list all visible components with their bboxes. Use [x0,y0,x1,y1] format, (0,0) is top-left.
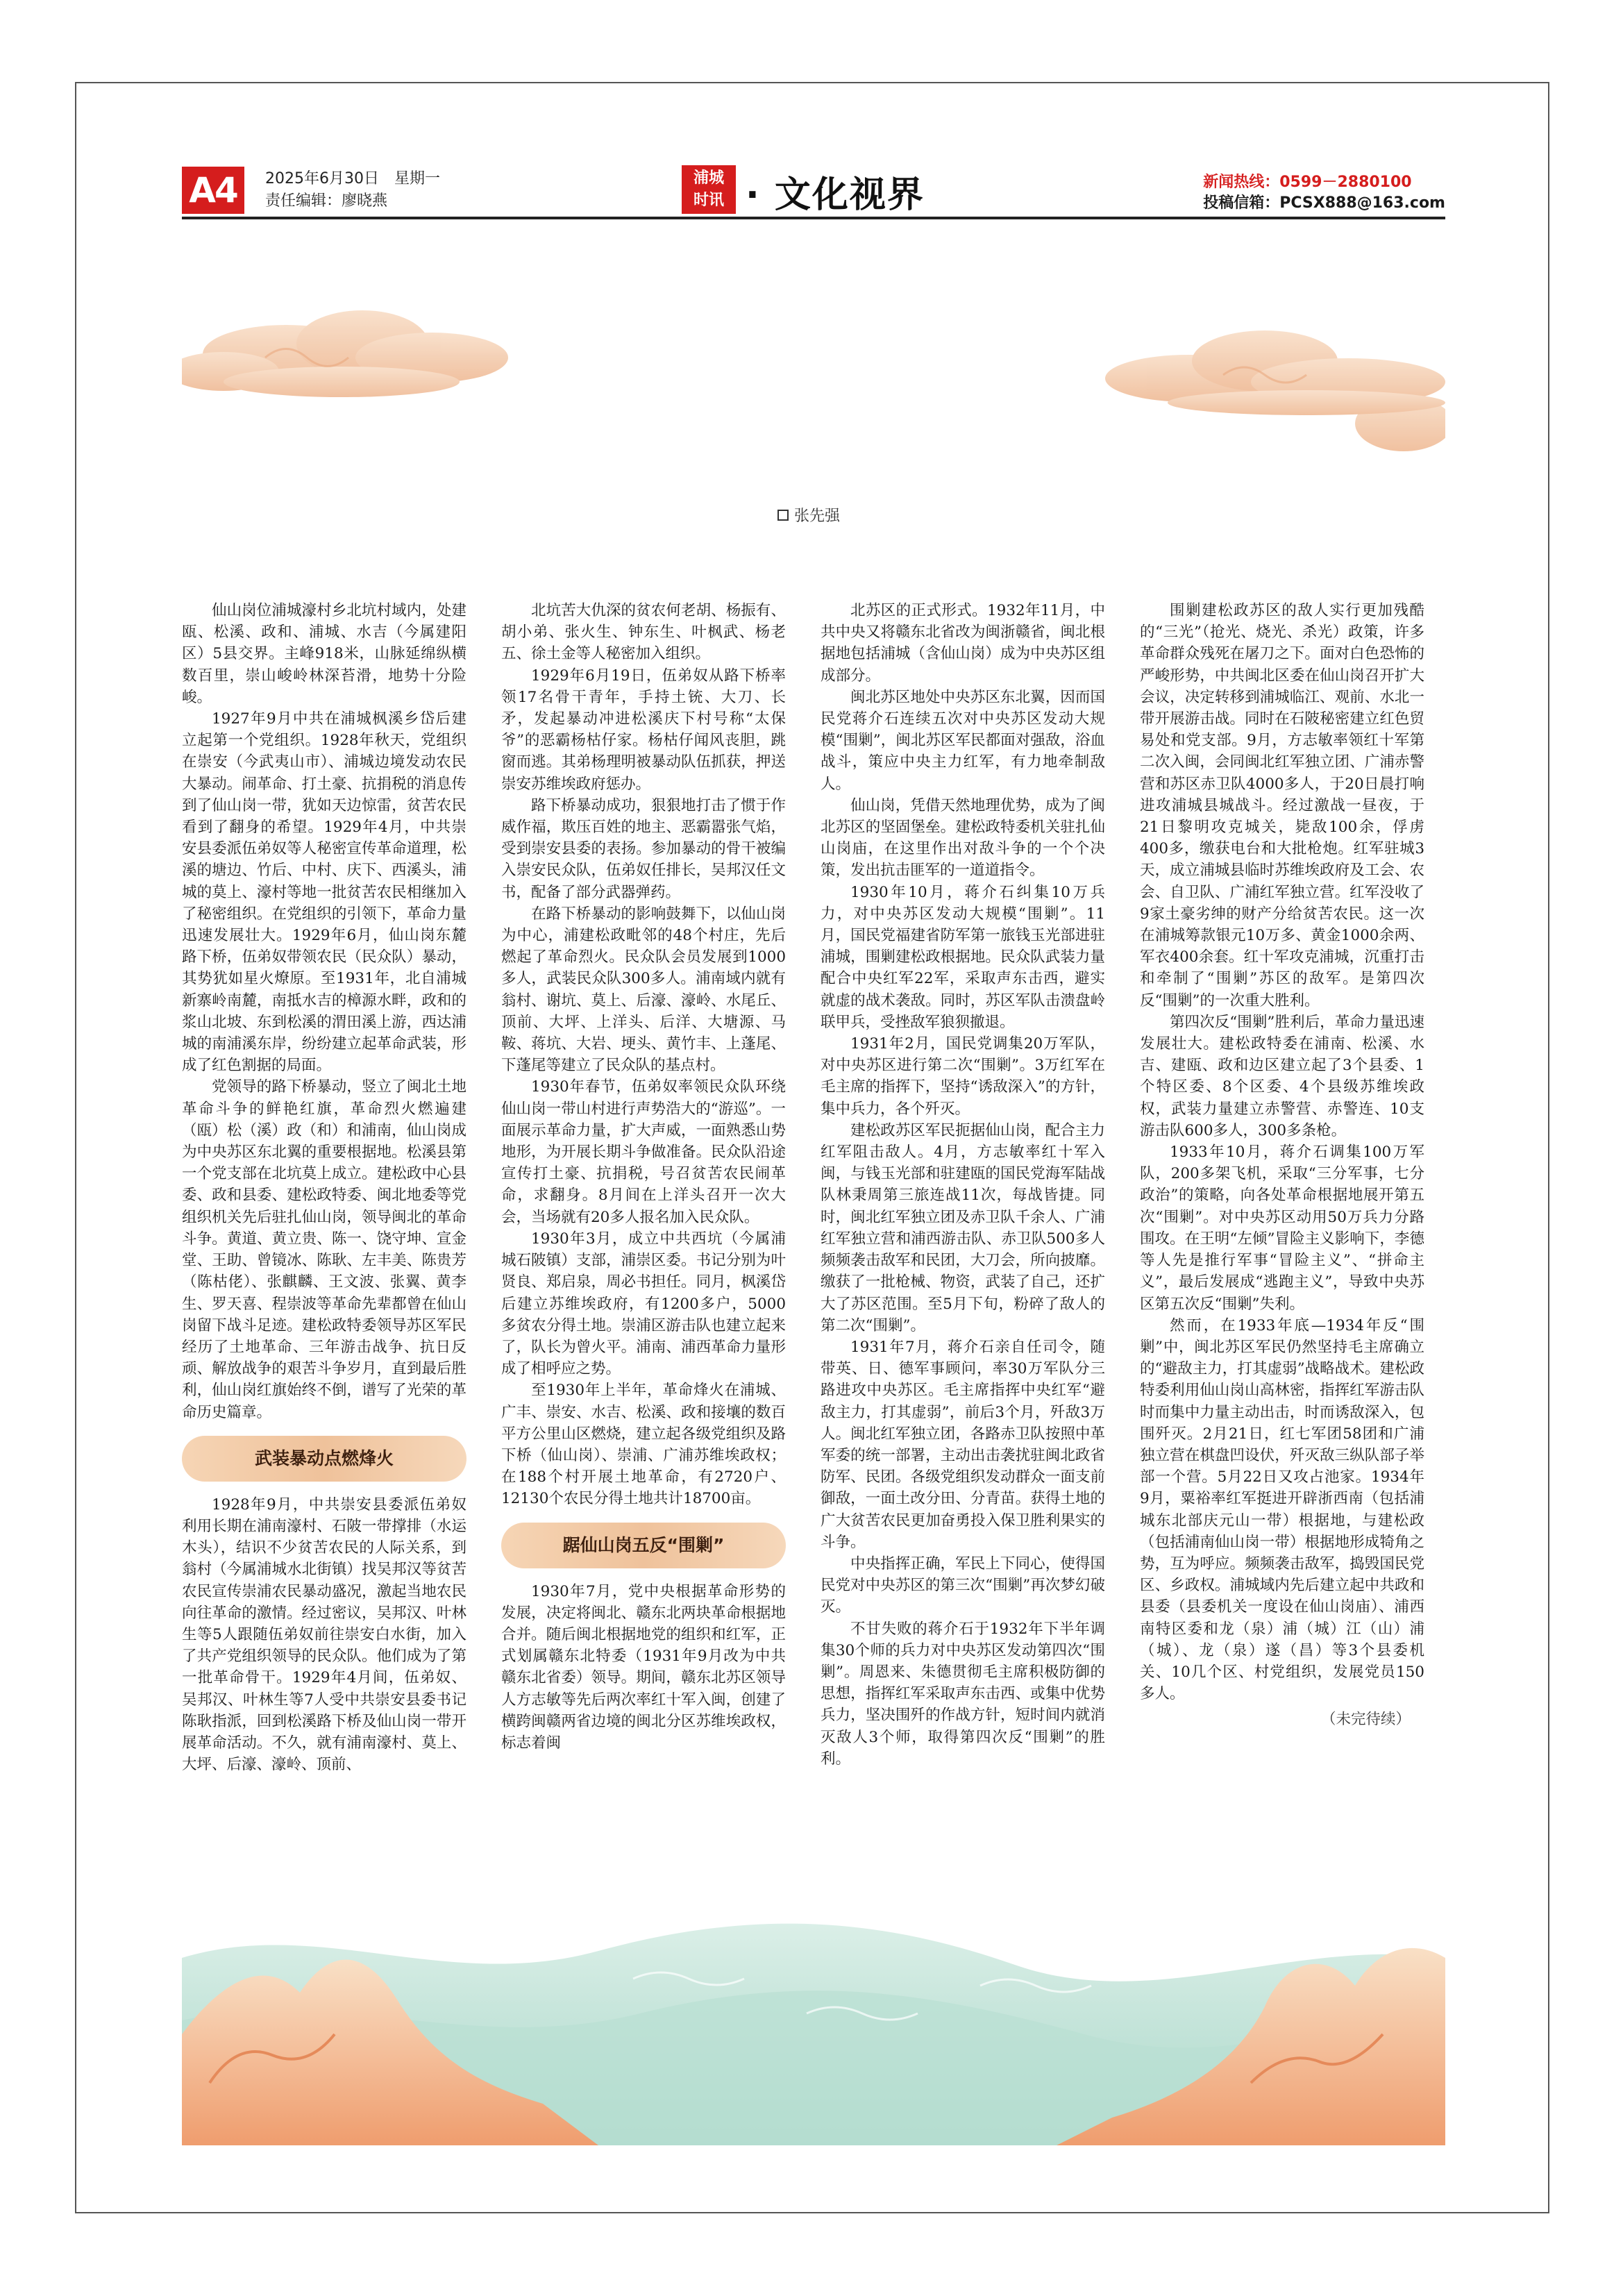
issue-date: 2025年6月30日 星期一 [265,170,440,187]
subheading-five-counter-campaigns: 踞仙山岗五反“围剿” [501,1523,786,1568]
header-rule [182,217,1445,219]
landscape-illustration-bottom [182,1875,1445,2145]
paragraph: 建松政苏区军民扼据仙山岗，配合主力红军阻击敌人。4月，方志敏率红十军入闽，与钱玉光部和驻建瓯的国民党海军陆战队林秉周第三旅连战11次，每战皆捷。同时，闽北红军独立团及赤卫队千余人、广浦红军独立营和浦西游击队、赤卫队500多人频频袭击敌军和民团，大刀会，所向披靡。缴获了一批枪械、物资，武装了自己，还扩大了苏区范围。至5月下旬，粉碎了敌人的第二次“围剿”。 [821,1121,1105,1334]
paragraph: 闽北苏区地处中央苏区东北翼，因而国民党蒋介石连续五次对中央苏区发动大规模“围剿”，闽北苏区军民都面对强敌，浴血战斗，策应中央主力红军，有力地牵制敌人。 [821,688,1105,793]
paragraph: 1930年春节，伍弟奴率领民众队环绕仙山岗一带山村进行声势浩大的“游巡”。一面展示革命力量，扩大声威，一面熟悉山势地形，为开展长期斗争做准备。民众队沿途宣传打土豪、抗捐税，号召贫苦农民闹革命，求翻身。8月间在上洋头召开一次大会，当场就有20多人报名加入民众队。 [501,1078,786,1226]
paragraph: 1931年7月，蒋介石亲自任司令，随带英、日、德军事顾问，率30万军队分三路进攻中央苏区。毛主席指挥中央红军“避敌主力，打其虚弱”，前后3个月，歼敌3万人。闽北红军独立团，各路赤卫队按照中革军委的统一部署，主动出击袭扰驻闽北政省防军、民团。各级党组织发动群众一面支前御敌，一面土改分田、分青苗。获得土地的广大贫苦农民更加奋勇投入保卫胜利果实的斗争。 [821,1338,1105,1551]
submission-email: 投稿信箱：PCSX888@163.com [1203,194,1445,212]
paragraph: 1930年7月，党中央根据革命形势的发展，决定将闽北、赣东北两块革命根据地合并。随后闽北根据地党的组织和红军，正式划属赣东北特委（1931年9月改为中共赣东北省委）领导。期间，赣东北苏区领导人方志敏等先后两次率红十军入闽，创建了横跨闽赣两省边境的闽北分区苏维埃政权，标志着闽 [501,1582,786,1752]
contact-info [1203,172,1445,214]
author-byline [777,504,840,526]
paragraph: 北苏区的正式形式。1932年11月，中共中央又将赣东北省改为闽浙赣省，闽北根据地包括浦城（含仙山岗）成为中央苏区组成部分。 [821,602,1105,685]
paragraph: 1933年10月，蒋介石调集100万军队，200多架飞机，采取“三分军事，七分政治”的策略，向各处革命根据地展开第五次“围剿”。对中央苏区动用50万兵力分路围攻。在王明“左倾”冒险主义影响下，李德等人先是推行军事“冒险主义”、“拼命主义”，最后发展成“逃跑主义”，导致中央苏区第五次反“围剿”失利。 [1140,1143,1424,1313]
paragraph: 1931年2月，国民党调集20万军队，对中央苏区进行第二次“围剿”。3万红军在毛主席的指挥下，坚持“诱敌深入”的方针，集中兵力，各个歼灭。 [821,1035,1105,1118]
header-meta [265,168,440,212]
paragraph: 至1930年上半年，革命烽火在浦城、广丰、崇安、水吉、松溪、政和接壤的数百平方公里山区燃烧，建立起各级党组织及路下桥（仙山岗）、崇浦、广浦苏维埃政权；在188个村开展土地革命，有2720户、12130个农民分得土地共计18700亩。 [501,1382,786,1508]
author-name: 张先强 [794,508,841,525]
paragraph: 不甘失败的蒋介石于1932年下半年调集30个师的兵力对中央苏区发动第四次“围剿”。周恩来、朱德贯彻毛主席积极防御的思想，指挥红军采取声东击西、或集中优势兵力，坚决围歼的作战方针，短时间内就消灭敌人3个师，取得第四次反“围剿”的胜利。 [821,1620,1105,1768]
page-number-badge: A4 [182,167,244,214]
paragraph: 围剿建松政苏区的敌人实行更加残酷的“三光”（抢光、烧光、杀光）政策，许多革命群众残死在屠刀之下。面对白色恐怖的严峻形势，中共闽北区委在仙山岗召开扩大会议，决定转移到浦城临江、观前、水北一带开展游击战。同时在石陂秘密建立红色贸易处和党支部。9月，方志敏率领红十军第二次入闽，会同闽北红军独立团、广浦赤警营和苏区赤卫队4000多人，于20日晨打响进攻浦城县城战斗。经过激战一昼夜，于21日黎明攻克城关，毙敌100余，俘虏400多，缴获电台和大批枪炮。红军驻城3天，成立浦城县临时苏维埃政府及工会、农会、自卫队、广浦红军独立营。红军没收了9家土豪劣绅的财产分给贫苦农民。这一次在浦城筹款银元10万多、黄金1000余两、军衣400余套。红十军攻克浦城，沉重打击和牵制了“围剿”苏区的敌军。是第四次反“围剿”的一次重大胜利。 [1140,602,1424,1009]
paragraph: 中央指挥正确，军民上下同心，使得国民党对中央苏区的第三次“围剿”再次梦幻破灭。 [821,1555,1105,1616]
paragraph: 1930年3月，成立中共西坑（今属浦城石陂镇）支部，浦崇区委。书记分别为叶贤良、郑启泉，周必书担任。同月，枫溪岱后建立苏维埃政府，有1200多户，5000多贫农分得土地。崇浦区游击队也建立起来了，队长为曾火平。浦南、浦西革命力量形成了相呼应之势。 [501,1230,786,1378]
paragraph: 仙山岗位浦城濠村乡北坑村域内，处建瓯、松溪、政和、浦城、水吉（今属建阳区）5县交界。主峰918米，山脉延绵纵横数百里，崇山峻岭林深苔滑，地势十分险峻。 [182,602,466,706]
paragraph: 1928年9月，中共崇安县委派伍弟奴利用长期在浦南濠村、石陂一带撑排（水运木头），结识不少贫苦农民的人际关系，到翁村（今属浦城水北街镇）找吴邦汉等贫苦农民宣传崇浦农民暴动盛况，激起当地农民向往革命的激情。经过密议，吴邦汉、叶林生等5人跟随伍弟奴前往崇安白水街，加入了共产党组织领导的民众队。他们成为了第一批革命骨干。1929年4月间，伍弟奴、吴邦汉、叶林生等7人受中共崇安县委书记陈耿指派，回到松溪路下桥及仙山岗一带开展革命活动。不久，就有浦南濠村、莫上、大坪、后濠、濠岭、顶前、 [182,1495,466,1774]
paragraph: 北坑苦大仇深的贫农何老胡、杨振有、胡小弟、张火生、钟东生、叶枫武、杨老五、徐土金等人秘密加入组织。 [501,602,786,663]
paragraph: 第四次反“围剿”胜利后，革命力量迅速发展壮大。建松政特委在浦南、松溪、水吉、建瓯、政和边区建立起了3个县委、1个特区委、8个区委、4个县级苏维埃政权，武装力量建立赤警营、赤警连、10支游击队600多人，300多条枪。 [1140,1013,1424,1139]
article-column-3 [821,600,1105,1770]
paragraph: 1929年6月19日，伍弟奴从路下桥率领17名骨干青年，手持土铳、大刀、长矛，发起暴动冲进松溪庆下村号称“太保爷”的恶霸杨枯仔家。杨枯仔闻风丧胆，跳窗而逃。其弟杨理明被暴动队伍抓获，押送崇安苏维埃政府惩办。 [501,667,786,793]
article-column-2 [501,600,786,1754]
editor-credit: 责任编辑：廖晓燕 [265,192,388,210]
to-be-continued: （未完待续） [1320,1711,1411,1729]
brand-line-1: 浦城 [693,169,724,187]
cloud-illustration-top [182,305,1445,514]
paragraph: 仙山岗，凭借天然地理优势，成为了闽北苏区的坚固堡垒。建松政特委机关驻扎仙山岗庙，在这里作出对敌斗争的一个个决策，发出抗击匪军的一道道指令。 [821,796,1105,880]
article-column-4 [1140,600,1424,1731]
paragraph: 在路下桥暴动的影响鼓舞下，以仙山岗为中心，浦建松政毗邻的48个村庄，先后燃起了革命烈火。民众队会员发展到1000多人，武装民众队300多人。浦南域内就有翁村、谢坑、莫上、后濠、濠岭、水尾丘、顶前、大坪、上洋头、后洋、大塘源、马鞍、蒋坑、大岩、埂头、黄竹丰、上蓬尾、下蓬尾等建立了民众队的基点村。 [501,905,786,1075]
square-icon [777,510,789,521]
paragraph: 1927年9月中共在浦城枫溪乡岱后建立起第一个党组织。1928年秋天，党组织在崇安（今武夷山市）、浦城边境发动农民大暴动。闹革命、打土豪、抗捐税的消息传到了仙山岗一带，犹如天边惊雷，贫苦农民看到了翻身的希望。1929年4月，中共崇安县委派伍弟奴等人秘密宣传革命道理，松溪的塘边、竹后、中村、庆下、西溪头，浦城的莫上、濠村等地一批贫苦农民相继加入了秘密组织。在党组织的引领下，革命力量迅速发展壮大。1929年6月，仙山岗东麓路下桥，伍弟奴带领农民（民众队）暴动，其势犹如星火燎原。至1931年，北自浦城新寨岭南麓，南抵水吉的樟源水畔，政和的浆山北坡、东到松溪的渭田溪上游，西达浦城的南浦溪东岸，纷纷建立起革命武装，形成了红色割据的局面。 [182,710,466,1075]
landscape-icon [182,1875,1445,2145]
cloud-icon [182,305,1445,514]
brand-line-2: 时讯 [693,192,724,209]
subheading-armed-uprising: 武装暴动点燃烽火 [182,1436,466,1482]
paragraph: 然而，在1933年底—1934年反“围剿”中，闽北苏区军民仍然坚持毛主席确立的“避敌主力，打其虚弱”战略战术。建松政特委利用仙山岗山高林密，指挥红军游击队时而集中力量主动出击，时而诱敌深入，包围歼灭。2月21日，红七军团58团和广浦独立营在棋盘凹设伏，歼灭敌三纵队部子举部一个营。5月22日又攻占池家。1934年9月，粟裕率红军挺进开辟浙西南（包括浦城东北部庆元山一带）根据地，与建松政（包括浦南仙山岗一带）根据地形成犄角之势，互为呼应。频频袭击敌军，捣毁国民党区、乡政权。浦城域内先后建立起中共政和县委（县委机关一度设在仙山岗庙）、浦西南特区委和龙（泉）浦（城）江（山）浦（城）、龙（泉）遂（昌）等3个县委机关、10几个区、村党组织，发展党员150多人。 [1140,1316,1424,1703]
article-column-1 [182,600,466,1775]
page-header [182,158,1445,218]
paragraph: 党领导的路下桥暴动，竖立了闽北土地革命斗争的鲜艳红旗，革命烈火燃遍建（瓯）松（溪）政（和）和浦南，仙山岗成为中央苏区东北翼的重要根据地。松溪县第一个党支部在北坑莫上成立。建松政中心县委、政和县委、建松政特委、闽北地委等党组织机关先后驻扎仙山岗，领导闽北的革命斗争。黄道、黄立贵、陈一、饶守坤、宣金堂、王助、曾镜冰、陈耿、左丰美、陈贵芳（陈枯佬）、张麒麟、王文波、张翼、黄李生、罗天喜、程崇波等革命先辈都曾在仙山岗留下战斗足迹。建松政特委领导苏区军民经历了土地革命、三年游击战争、抗日反顽、解放战争的艰苦斗争岁月，直到最后胜利，仙山岗红旗始终不倒，谱写了光荣的革命历史篇章。 [182,1078,466,1421]
paragraph: 路下桥暴动成功，狠狠地打击了惯于作威作福，欺压百姓的地主、恶霸嚣张气焰，受到崇安县委的表扬。参加暴动的骨干被编入崇安民众队，伍弟奴任排长，吴邦汉任文书，配备了部分武器弹药。 [501,796,786,901]
newspaper-brand-logo [682,165,736,214]
news-hotline: 新闻热线：0599－2880100 [1203,174,1412,191]
section-title: · 文化视界 [746,174,925,216]
paragraph: 1930年10月，蒋介石纠集10万兵力，对中央苏区发动大规模“围剿”。11月，国民党福建省防军第一旅钱玉光部进驻浦城，围剿建松政根据地。民众队武装力量配合中央红军22军，采取声东击西，避实就虚的战术袭敌。同时，苏区军队击溃盘岭联甲兵，受挫敌军狼狈撤退。 [821,883,1105,1031]
